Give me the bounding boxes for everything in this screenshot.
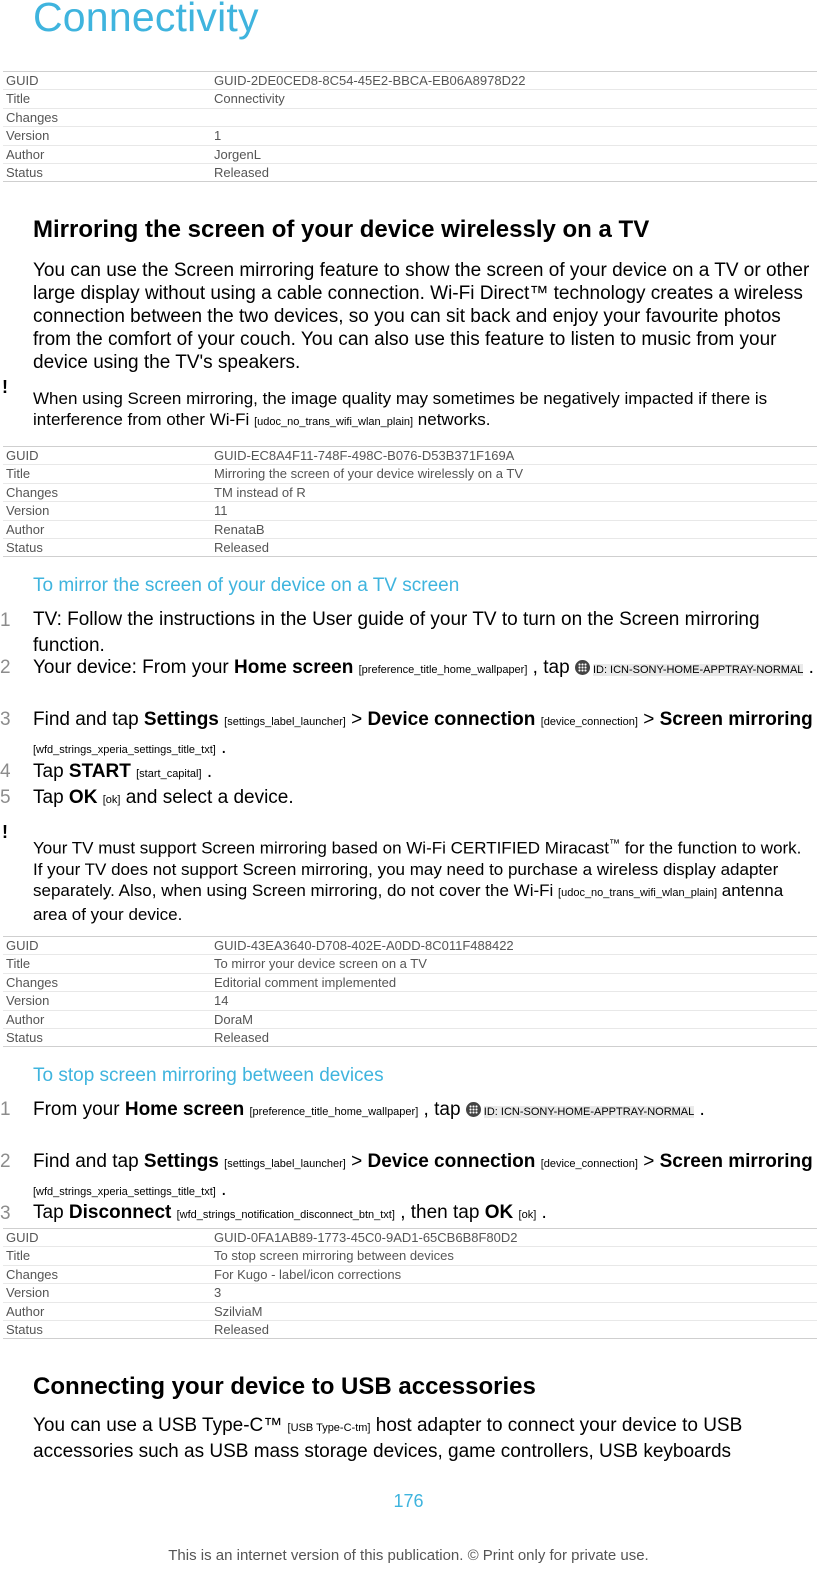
meta-key: Author — [6, 1011, 45, 1027]
usb-paragraph: You can use a USB Type-C™ [USB Type-C-tm] host adapter to connect your device to USB accessories such as USB mass storage devices, game controllers, USB keyboards — [33, 1415, 743, 1462]
warning-icon: ! — [2, 377, 8, 397]
meta-key: Changes — [6, 484, 59, 500]
device-connection-link[interactable]: Device connection — [367, 709, 536, 730]
step-number: 4 — [0, 761, 11, 782]
meta-value: Released — [214, 1321, 269, 1337]
page-title: Connectivity — [33, 0, 259, 40]
screen-mirroring-link[interactable]: Screen mirroring — [659, 1151, 813, 1172]
footer-notice: This is an internet version of this publication. © Print only for private use. — [168, 1547, 649, 1564]
meta-key: Version — [6, 1285, 50, 1301]
step-number: 1 — [0, 610, 11, 631]
meta-value: GUID-0FA1AB89-1773-45C0-9AD1-65CB6B8F80D2 — [214, 1230, 518, 1245]
mirroring-note: When using Screen mirroring, the image quality may sometimes be negatively impacted if there is interference from other Wi-Fi [udoc_no_trans_wifi_wlan_plain] networks. — [33, 389, 768, 429]
step-number: 3 — [0, 709, 11, 730]
table-row — [3, 973, 817, 991]
metadata-table — [3, 1228, 817, 1339]
meta-value: 1 — [214, 128, 222, 144]
table-row — [3, 538, 817, 556]
meta-key: Changes — [6, 109, 59, 125]
step-number: 2 — [0, 1151, 11, 1172]
meta-value: 14 — [214, 993, 229, 1009]
table-row — [3, 1283, 817, 1301]
subheading-mirror-steps: To mirror the screen of your device on a TV screen — [33, 575, 460, 596]
meta-key: Title — [6, 466, 31, 482]
stop-step-3: Tap Disconnect [wfd_strings_notification_disconnect_btn_txt] , then tap OK [ok] . — [33, 1202, 547, 1223]
step-number: 3 — [0, 1203, 11, 1224]
table-row — [3, 145, 817, 163]
step-4: Tap START [start_capital] . — [33, 761, 213, 782]
meta-value: To stop screen mirroring between devices — [214, 1248, 454, 1264]
meta-value: 11 — [214, 503, 228, 519]
ok-button[interactable]: OK — [68, 787, 98, 808]
meta-value: SzilviaM — [214, 1303, 263, 1319]
meta-key: Status — [6, 164, 43, 180]
section-heading-mirroring: Mirroring the screen of your device wirelessly on a TV — [33, 216, 650, 243]
step-number: 2 — [0, 657, 11, 678]
table-row — [3, 1320, 817, 1338]
table-row — [3, 1302, 817, 1320]
meta-key: GUID — [6, 448, 39, 463]
step-1: TV: Follow the instructions in the User guide of your TV to turn on the Screen mirroring function. — [33, 609, 760, 656]
meta-key: Author — [6, 146, 45, 162]
home-screen-link[interactable]: Home screen — [124, 1099, 245, 1120]
settings-link[interactable]: Settings — [143, 709, 219, 730]
table-row — [3, 954, 817, 972]
device-connection-link[interactable]: Device connection — [367, 1151, 536, 1172]
meta-value: Mirroring the screen of your device wirelessly on a TV — [214, 466, 523, 482]
table-row — [3, 937, 817, 954]
table-row — [3, 483, 817, 501]
stop-step-1: From your Home screen [preference_title_home_wallpaper] , tap ID: ICN-SONY-HOME-APPTRAY-NORMAL . — [33, 1099, 705, 1120]
table-row — [3, 163, 817, 181]
table-row — [3, 126, 817, 144]
meta-key: GUID — [6, 938, 39, 953]
meta-value: GUID-EC8A4F11-748F-498C-B076-D53B371F169A — [214, 448, 515, 463]
screen-mirroring-link[interactable]: Screen mirroring — [659, 709, 813, 730]
meta-value: Released — [214, 1029, 269, 1045]
meta-value: GUID-2DE0CED8-8C54-45E2-BBCA-EB06A8978D22 — [214, 73, 526, 88]
app-tray-icon[interactable] — [466, 1102, 481, 1117]
table-row — [3, 991, 817, 1009]
meta-value: Released — [214, 539, 269, 555]
section-heading-usb: Connecting your device to USB accessories — [33, 1373, 536, 1400]
ok-button[interactable]: OK — [484, 1202, 514, 1223]
meta-value: RenataB — [214, 521, 265, 537]
disconnect-button[interactable]: Disconnect — [68, 1202, 172, 1223]
meta-value: For Kugo - label/icon corrections — [214, 1266, 402, 1282]
table-row — [3, 89, 817, 107]
table-row — [3, 501, 817, 519]
meta-key: Status — [6, 539, 43, 555]
meta-value: Released — [214, 164, 269, 180]
table-row — [3, 108, 817, 126]
meta-value: 3 — [214, 1285, 222, 1301]
table-row — [3, 464, 817, 482]
miracast-note: Your TV must support Screen mirroring based on Wi-Fi CERTIFIED Miracast™ for the function to work. If your TV does not support Screen mirroring, you may need to purchase a wireless display adapter separately. Also, when using Screen mirroring, do not cover the Wi-Fi [udoc_no_trans_wifi_wlan_plain] antenna area of your device. — [33, 838, 802, 924]
step-3: Find and tap Settings [settings_label_launcher] > Device connection [device_connection] > Screen mirroring [wfd_strings_xperia_settings_title_txt] . — [33, 709, 813, 758]
table-row — [3, 72, 817, 89]
meta-value: TM instead of R — [214, 484, 306, 500]
meta-value: JorgenL — [214, 146, 261, 162]
settings-link[interactable]: Settings — [143, 1151, 219, 1172]
meta-value: Connectivity — [214, 91, 285, 107]
meta-value: Editorial comment implemented — [214, 974, 397, 990]
meta-key: Version — [6, 503, 50, 519]
meta-value — [214, 109, 817, 126]
table-row — [3, 1010, 817, 1028]
table-row — [3, 520, 817, 538]
meta-key: Author — [6, 1303, 45, 1319]
home-screen-link[interactable]: Home screen — [234, 657, 354, 678]
meta-key: Title — [6, 91, 31, 107]
step-5: Tap OK [ok] and select a device. — [33, 787, 294, 808]
app-tray-icon[interactable] — [575, 660, 590, 675]
subheading-stop-steps: To stop screen mirroring between devices — [33, 1065, 384, 1086]
meta-key: Status — [6, 1321, 43, 1337]
mirroring-paragraph: You can use the Screen mirroring feature to show the screen of your device on a TV or other large display without using a cable connection. Wi-Fi Direct™ technology creates a wireless connection between the two devices, so you can sit back and enjoy your favourite photos from the comfort of your couch. You can also use this feature to listen to music from your device using the TV's speakers. — [33, 260, 810, 373]
step-number: 1 — [0, 1099, 11, 1120]
meta-key: Title — [6, 1248, 31, 1264]
meta-value: GUID-43EA3640-D708-402E-A0DD-8C011F488422 — [214, 938, 514, 953]
meta-value: DoraM — [214, 1011, 254, 1027]
metadata-table — [3, 71, 817, 182]
table-row — [3, 1028, 817, 1046]
meta-key: Version — [6, 128, 50, 144]
table-row — [3, 447, 817, 464]
metadata-table — [3, 446, 817, 557]
step-number: 5 — [0, 787, 11, 808]
meta-key: Version — [6, 993, 50, 1009]
step-2: Your device: From your Home screen [preference_title_home_wallpaper] , tap ID: ICN-SONY-HOME-APPTRAY-NORMAL . — [33, 657, 814, 678]
meta-key: Title — [6, 956, 31, 972]
metadata-table — [3, 936, 817, 1047]
table-row — [3, 1265, 817, 1283]
meta-key: GUID — [6, 73, 39, 88]
meta-key: Changes — [6, 1266, 59, 1282]
stop-step-2: Find and tap Settings [settings_label_launcher] > Device connection [device_connection] > Screen mirroring [wfd_strings_xperia_settings_title_txt] . — [33, 1151, 813, 1200]
table-row — [3, 1229, 817, 1246]
table-row — [3, 1246, 817, 1264]
page-number: 176 — [393, 1491, 424, 1511]
start-button[interactable]: START — [68, 761, 131, 782]
meta-value: To mirror your device screen on a TV — [214, 956, 427, 972]
meta-key: GUID — [6, 1230, 39, 1245]
meta-key: Author — [6, 521, 45, 537]
meta-key: Status — [6, 1029, 43, 1045]
meta-key: Changes — [6, 974, 59, 990]
warning-icon: ! — [2, 822, 8, 842]
